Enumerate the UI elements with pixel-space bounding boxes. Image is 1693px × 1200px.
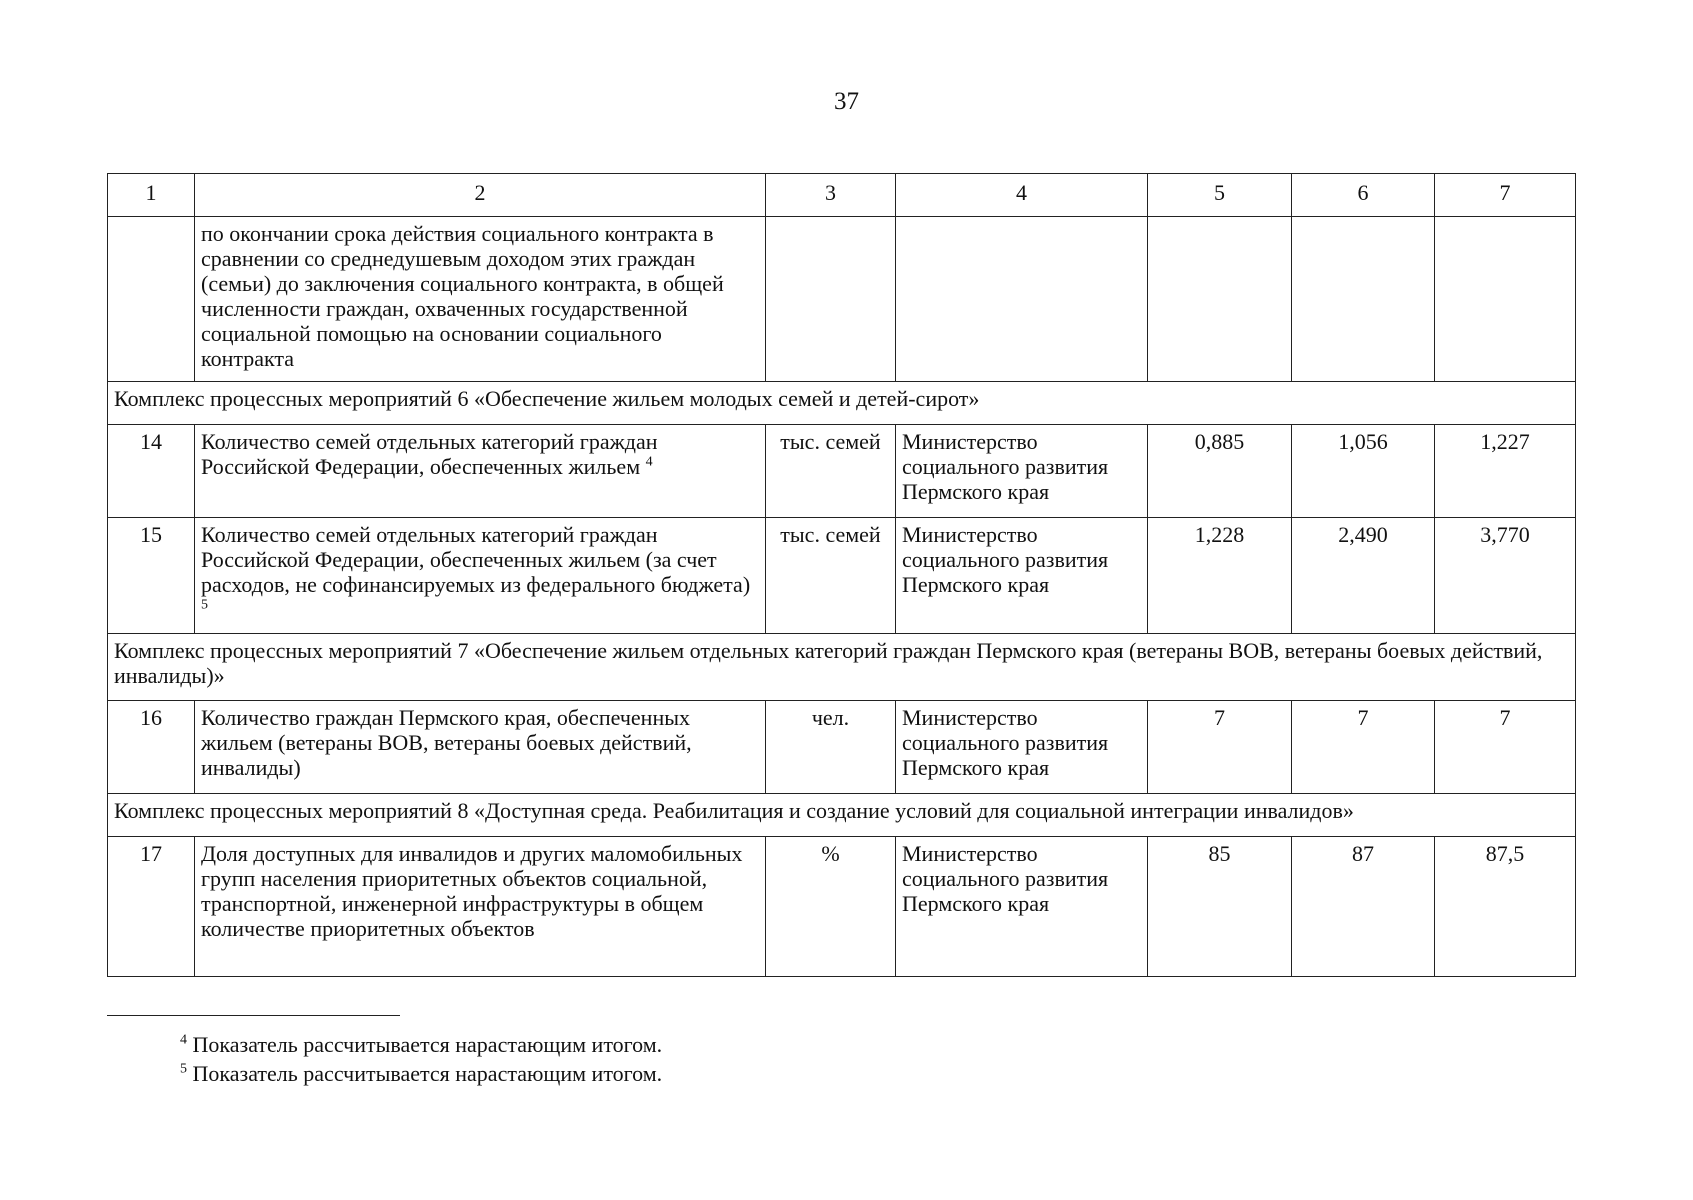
cell-value xyxy=(1148,217,1292,382)
cell-value: 7 xyxy=(1148,701,1292,794)
table-row xyxy=(108,837,1576,977)
footnote-mark: 4 xyxy=(180,1032,187,1048)
cell-value: 7 xyxy=(1435,701,1576,794)
section-row xyxy=(108,634,1576,701)
column-header: 7 xyxy=(1435,174,1576,217)
column-header: 3 xyxy=(766,174,896,217)
column-header: 4 xyxy=(896,174,1148,217)
cell-unit: тыс. семей xyxy=(766,518,896,634)
cell-value: 87 xyxy=(1292,837,1435,977)
cell-unit xyxy=(766,217,896,382)
section-title: Комплекс процессных мероприятий 6 «Обеспечение жильем молодых семей и детей-сирот» xyxy=(108,382,1576,425)
cell-responsible xyxy=(896,217,1148,382)
cell-value: 1,227 xyxy=(1435,425,1576,518)
page-number: 37 xyxy=(834,88,859,115)
column-header: 1 xyxy=(108,174,195,217)
cell-description xyxy=(195,425,766,518)
footnote-separator xyxy=(107,1015,400,1016)
cell-unit: чел. xyxy=(766,701,896,794)
indicators-table xyxy=(107,173,1576,977)
footnote-text: Показатель рассчитывается нарастающим итогом. xyxy=(192,1032,663,1057)
footnote-mark: 5 xyxy=(180,1061,187,1077)
section-title: Комплекс процессных мероприятий 7 «Обеспечение жильем отдельных категорий граждан Пермского края (ветераны ВОВ, ветераны боевых действий, инвалиды)» xyxy=(108,634,1576,701)
cell-value: 3,770 xyxy=(1435,518,1576,634)
table-row xyxy=(108,701,1576,794)
cell-value: 1,056 xyxy=(1292,425,1435,518)
cell-description: по окончании срока действия социального контракта в сравнении со среднедушевым доходом этих граждан (семьи) до заключения социального контракта, в общей численности граждан, охваченных государственной социальной помощью на основании социального контракта xyxy=(195,217,766,382)
section-row xyxy=(108,794,1576,837)
cell-num: 15 xyxy=(108,518,195,634)
footnotes xyxy=(180,1030,662,1088)
cell-value: 2,490 xyxy=(1292,518,1435,634)
cell-unit: % xyxy=(766,837,896,977)
footnote-text: Показатель рассчитывается нарастающим итогом. xyxy=(192,1061,663,1086)
column-header: 2 xyxy=(195,174,766,217)
footnote-ref: 5 xyxy=(201,597,208,613)
cell-responsible: Министерство социального развития Пермского края xyxy=(896,425,1148,518)
column-header: 6 xyxy=(1292,174,1435,217)
cell-responsible: Министерство социального развития Пермского края xyxy=(896,837,1148,977)
cell-responsible: Министерство социального развития Пермского края xyxy=(896,701,1148,794)
cell-description xyxy=(195,518,766,634)
cell-num: 17 xyxy=(108,837,195,977)
column-header: 5 xyxy=(1148,174,1292,217)
cell-num: 16 xyxy=(108,701,195,794)
cell-value: 87,5 xyxy=(1435,837,1576,977)
cell-value xyxy=(1435,217,1576,382)
cell-num xyxy=(108,217,195,382)
cell-value: 85 xyxy=(1148,837,1292,977)
table-row xyxy=(108,425,1576,518)
cell-responsible: Министерство социального развития Пермского края xyxy=(896,518,1148,634)
section-row xyxy=(108,382,1576,425)
section-title: Комплекс процессных мероприятий 8 «Доступная среда. Реабилитация и создание условий для социальной интеграции инвалидов» xyxy=(108,794,1576,837)
cell-value: 7 xyxy=(1292,701,1435,794)
cell-unit: тыс. семей xyxy=(766,425,896,518)
table-header-row xyxy=(108,174,1576,217)
cell-value: 0,885 xyxy=(1148,425,1292,518)
description-text: Количество семей отдельных категорий граждан Российской Федерации, обеспеченных жильем xyxy=(201,429,658,479)
cell-value xyxy=(1292,217,1435,382)
footnote xyxy=(180,1030,662,1059)
cell-value: 1,228 xyxy=(1148,518,1292,634)
description-text: Количество семей отдельных категорий граждан Российской Федерации, обеспеченных жильем (за счет расходов, не софинансируемых из федерального бюджета) xyxy=(201,522,751,597)
table-row xyxy=(108,518,1576,634)
table-row-continuation xyxy=(108,217,1576,382)
footnote xyxy=(180,1059,662,1088)
footnote-ref: 4 xyxy=(645,454,653,470)
cell-description: Количество граждан Пермского края, обеспеченных жильем (ветераны ВОВ, ветераны боевых действий, инвалиды) xyxy=(195,701,766,794)
cell-num: 14 xyxy=(108,425,195,518)
cell-description: Доля доступных для инвалидов и других маломобильных групп населения приоритетных объектов социальной, транспортной, инженерной инфраструктуры в общем количестве приоритетных объектов xyxy=(195,837,766,977)
